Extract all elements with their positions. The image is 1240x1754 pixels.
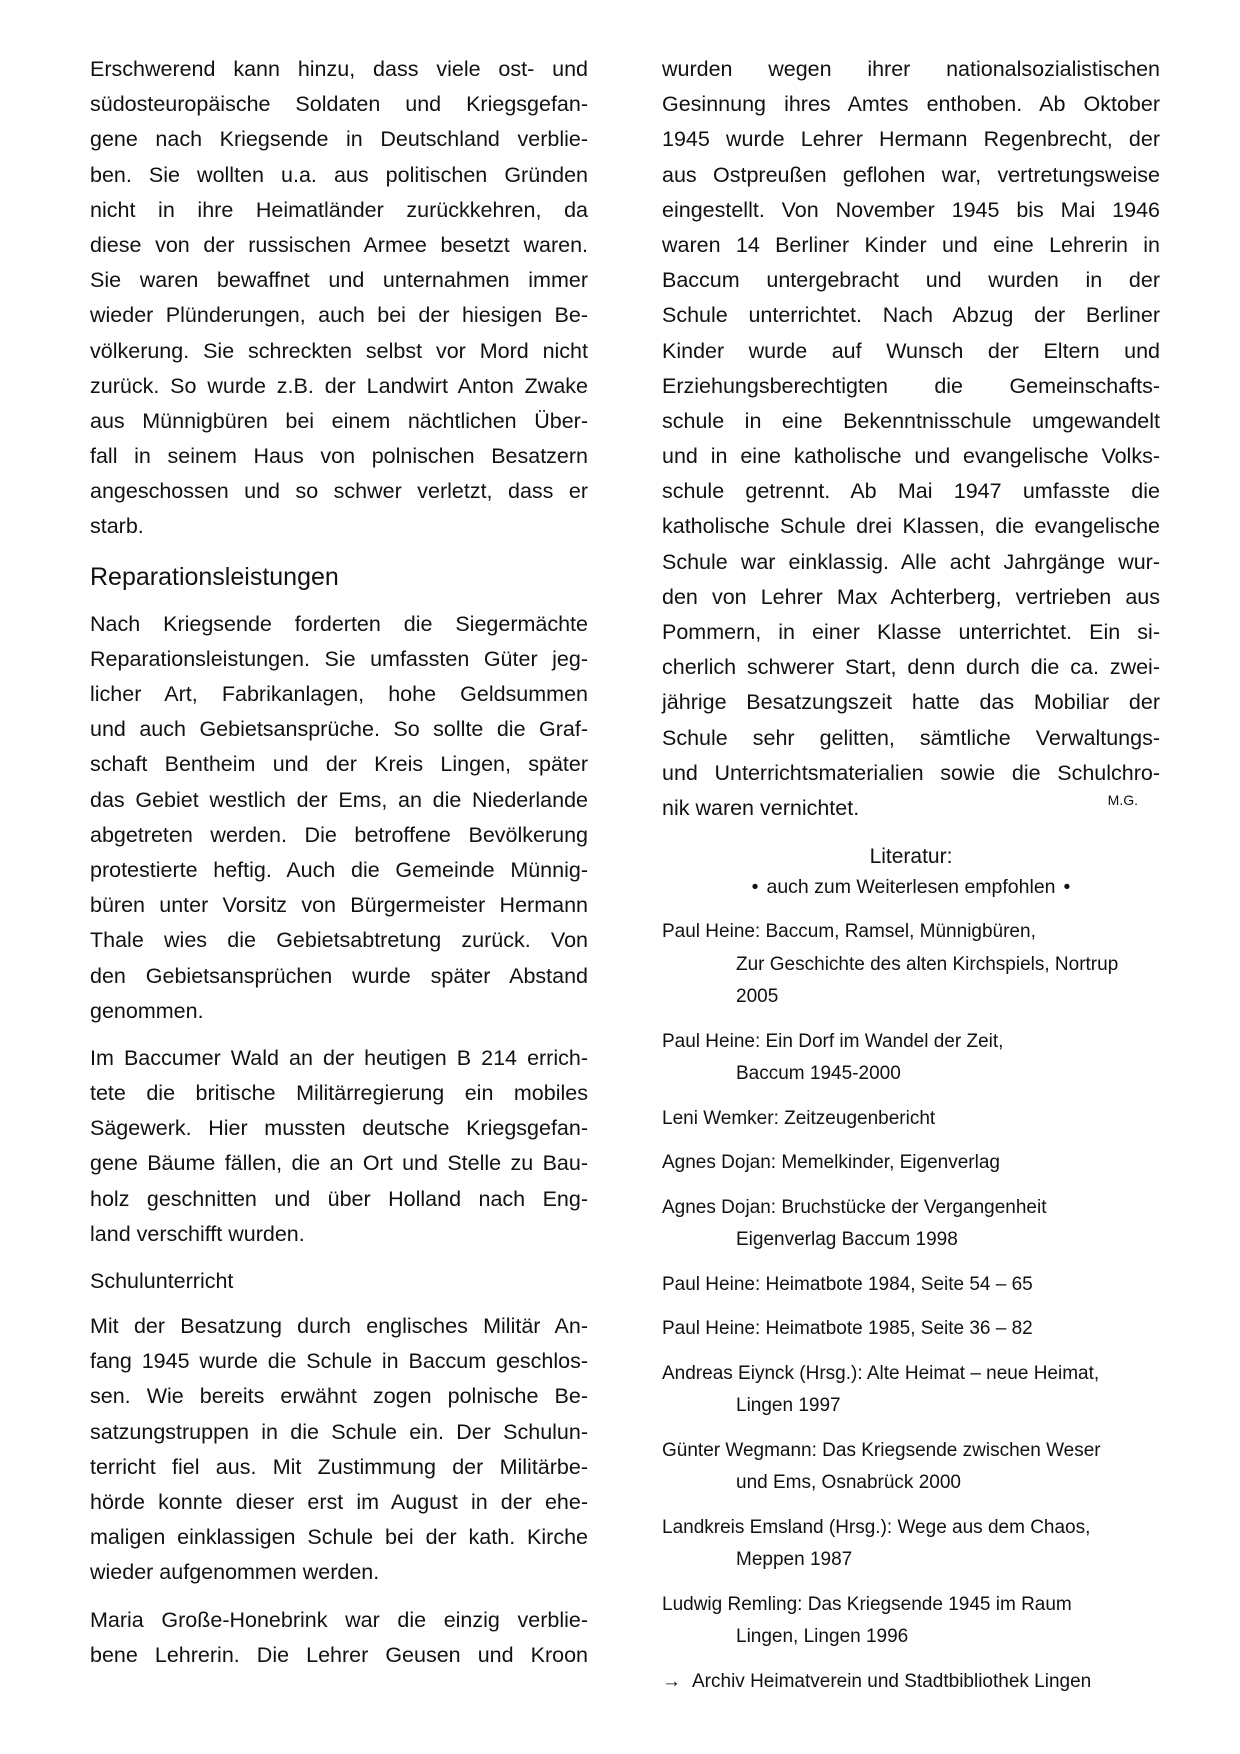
reference-item <box>662 1192 1160 1257</box>
text-line: schule getrennt. Ab Mai 1947 umfasste die <box>662 479 1160 504</box>
text-line: abgetreten werden. Die betroffene Bevölkerung <box>90 822 588 847</box>
reference-title: Günter Wegmann: Das Kriegsende zwischen Weser <box>662 1439 1101 1461</box>
text-line: und Unterrichtsmaterialien sowie die Schulchro- <box>662 760 1160 785</box>
text-line: gene nach Kriegsende in Deutschland verblie- <box>90 127 588 152</box>
reference-continuation: Eigenverlag Baccum 1998 <box>736 1229 958 1251</box>
text-line: katholische Schule drei Klassen, die evangelische <box>662 514 1160 539</box>
heading-reparations: Reparationsleistungen <box>90 562 339 591</box>
reference-item <box>662 916 1160 1014</box>
text-line: sen. Wie bereits erwähnt zogen polnische Be- <box>90 1384 588 1409</box>
text-line: fang 1945 wurde die Schule in Baccum geschlos- <box>90 1349 588 1374</box>
paragraph-sawmill <box>90 1041 588 1252</box>
text-line: angeschossen und so schwer verletzt, dass er <box>90 479 588 504</box>
text-line: Erziehungsberechtigten die Gemeinschafts- <box>662 373 1160 398</box>
text-line: südosteuropäische Soldaten und Kriegsgefan- <box>90 92 588 117</box>
text-line: genommen. <box>90 998 204 1023</box>
text-line: Baccum untergebracht und wurden in der <box>662 268 1160 293</box>
paragraph-school-continued <box>662 52 1160 826</box>
text-line: nicht in ihre Heimatländer zurückkehren, da <box>90 197 588 222</box>
text-line: und auch Gebietsansprüche. So sollte die Graf- <box>90 717 588 742</box>
text-line: waren 14 Berliner Kinder und eine Lehrerin in <box>662 232 1160 257</box>
text-line: holz geschnitten und über Holland nach Eng- <box>90 1186 588 1211</box>
text-line: wieder aufgenommen werden. <box>90 1560 380 1585</box>
text-line: fall in seinem Haus von polnischen Besatzern <box>90 444 588 469</box>
paragraph-reparations <box>90 607 588 1029</box>
text-line: Gesinnung ihres Amtes enthoben. Ab Oktober <box>662 92 1160 117</box>
text-line: und in eine katholische und evangelische Volks- <box>662 444 1160 469</box>
reference-title: Agnes Dojan: Memelkinder, Eigenverlag <box>662 1152 1000 1174</box>
text-line: terricht fiel aus. Mit Zustimmung der Militärbe- <box>90 1454 588 1479</box>
text-line: wurden wegen ihrer nationalsozialistischen <box>662 57 1160 81</box>
text-line: nik waren vernichtet. <box>662 795 860 820</box>
reference-title: Paul Heine: Baccum, Ramsel, Münnigbüren, <box>662 921 1036 943</box>
reference-continuation: und Ems, Osnabrück 2000 <box>736 1472 961 1494</box>
text-line: bene Lehrerin. Die Lehrer Geusen und Kroon <box>90 1642 588 1667</box>
bullet-icon: • <box>1063 876 1071 899</box>
arrow-right-icon: → <box>662 1670 681 1692</box>
literature-subtitle-text: auch zum Weiterlesen empfohlen <box>766 876 1056 899</box>
reference-title: Paul Heine: Heimatbote 1984, Seite 54 – 65 <box>662 1273 1033 1295</box>
text-line: satzungstruppen in die Schule ein. Der Schulun- <box>90 1419 588 1444</box>
reference-item <box>662 1313 1160 1346</box>
reference-list <box>662 916 1160 1654</box>
paragraph-school-closure <box>90 1309 588 1591</box>
text-line: völkerung. Sie schreckten selbst vor Mord nicht <box>90 338 588 363</box>
text-line: Maria Große-Honebrink war die einzig verblie- <box>90 1607 588 1632</box>
left-column <box>90 52 588 1685</box>
text-line: büren unter Vorsitz von Bürgermeister Hermann <box>90 893 588 918</box>
text-line: tete die britische Militärregierung ein mobiles <box>90 1081 588 1106</box>
text-line: Reparationsleistungen. Sie umfassten Güter jeg- <box>90 646 588 671</box>
paragraph-displaced-persons <box>90 52 588 545</box>
text-line: 1945 wurde Lehrer Hermann Regenbrecht, der <box>662 127 1160 152</box>
text-line: hörde konnte dieser erst im August in der ehe- <box>90 1489 588 1514</box>
reference-item <box>662 1589 1160 1654</box>
text-line: cherlich schwerer Start, denn durch die ca. zwei- <box>662 655 1160 680</box>
text-line: starb. <box>90 514 144 539</box>
text-line: eingestellt. Von November 1945 bis Mai 1946 <box>662 197 1160 222</box>
right-column <box>662 52 1160 1698</box>
paragraph-teachers <box>90 1603 588 1673</box>
text-line: protestierte heftig. Auch die Gemeinde Münnig- <box>90 857 588 882</box>
heading-school: Schulunterricht <box>90 1269 234 1293</box>
author-signature: M.G. <box>1107 792 1138 809</box>
text-line: schule in eine Bekenntnisschule umgewandelt <box>662 408 1160 433</box>
reference-continuation: Zur Geschichte des alten Kirchspiels, Nortrup <box>736 953 1119 975</box>
reference-item <box>662 1147 1160 1180</box>
text-line: jährige Besatzungszeit hatte das Mobiliar der <box>662 690 1160 715</box>
reference-title: Landkreis Emsland (Hrsg.): Wege aus dem Chaos, <box>662 1516 1091 1538</box>
text-line: Kinder wurde auf Wunsch der Eltern und <box>662 338 1160 363</box>
text-line: aus Münnigbüren bei einem nächtlichen Über- <box>90 408 588 433</box>
archive-text: Archiv Heimatverein und Stadtbibliothek Lingen <box>692 1670 1092 1692</box>
text-line: den Gebietsansprüchen wurde später Abstand <box>90 963 588 988</box>
reference-continuation: Meppen 1987 <box>736 1549 853 1571</box>
text-line: licher Art, Fabrikanlagen, hohe Geldsummen <box>90 682 588 706</box>
reference-continuation: Lingen 1997 <box>736 1395 841 1417</box>
reference-item <box>662 1269 1160 1302</box>
text-line: Pommern, in einer Klasse unterrichtet. Ein si- <box>662 620 1160 644</box>
text-line: diese von der russischen Armee besetzt waren. <box>90 232 588 257</box>
text-line: Mit der Besatzung durch englisches Militär An- <box>90 1314 588 1338</box>
reference-title: Paul Heine: Heimatbote 1985, Seite 36 – 82 <box>662 1318 1033 1340</box>
text-line: Sie waren bewaffnet und unternahmen immer <box>90 268 588 293</box>
text-line: Nach Kriegsende forderten die Siegermächte <box>90 611 588 636</box>
text-line: gene Bäume fällen, die an Ort und Stelle zu Bau- <box>90 1151 588 1176</box>
text-line: zurück. So wurde z.B. der Landwirt Anton Zwake <box>90 373 588 398</box>
reference-item <box>662 1358 1160 1423</box>
reference-title: Andreas Eiynck (Hrsg.): Alte Heimat – neue Heimat, <box>662 1362 1100 1384</box>
text-line: Schule unterrichtet. Nach Abzug der Berliner <box>662 303 1160 328</box>
reference-continuation: 2005 <box>736 986 779 1008</box>
reference-continuation: Baccum 1945-2000 <box>736 1063 901 1085</box>
text-line: wieder Plünderungen, auch bei der hiesigen Be- <box>90 303 588 328</box>
reference-item <box>662 1512 1160 1577</box>
reference-item <box>662 1435 1160 1500</box>
bullet-icon: • <box>751 876 759 899</box>
text-line: land verschifft wurden. <box>90 1221 305 1246</box>
text-line: Schule sehr gelitten, sämtliche Verwaltungs- <box>662 725 1160 750</box>
reference-title: Agnes Dojan: Bruchstücke der Vergangenheit <box>662 1196 1047 1218</box>
text-line: den von Lehrer Max Achterberg, vertrieben aus <box>662 584 1160 609</box>
text-line: Erschwerend kann hinzu, dass viele ost- und <box>90 57 588 81</box>
text-line: maligen einklassigen Schule bei der kath. Kirche <box>90 1525 588 1550</box>
reference-item <box>662 1103 1160 1136</box>
paragraph-school-continued-wrapper <box>662 52 1160 826</box>
reference-title: Leni Wemker: Zeitzeugenbericht <box>662 1107 936 1129</box>
reference-continuation: Lingen, Lingen 1996 <box>736 1626 909 1648</box>
literature-title: Literatur: <box>869 845 953 869</box>
text-line: Im Baccumer Wald an der heutigen B 214 errich- <box>90 1045 588 1070</box>
text-line: ben. Sie wollten u.a. aus politischen Gründen <box>90 162 588 187</box>
reference-item <box>662 1026 1160 1091</box>
text-line: das Gebiet westlich der Ems, an die Niederlande <box>90 787 588 812</box>
literature-subtitle <box>662 872 1160 902</box>
text-line: Schule war einklassig. Alle acht Jahrgänge wur- <box>662 549 1160 574</box>
text-line: schaft Bentheim und der Kreis Lingen, später <box>90 752 588 777</box>
text-line: Thale wies die Gebietsabtretung zurück. Von <box>90 928 588 953</box>
reference-title: Paul Heine: Ein Dorf im Wandel der Zeit, <box>662 1030 1004 1052</box>
archive-note <box>662 1666 1160 1698</box>
reference-title: Ludwig Remling: Das Kriegsende 1945 im Raum <box>662 1593 1072 1615</box>
text-line: Sägewerk. Hier mussten deutsche Kriegsgefan- <box>90 1116 588 1141</box>
text-line: aus Ostpreußen geflohen war, vertretungsweise <box>662 162 1160 187</box>
